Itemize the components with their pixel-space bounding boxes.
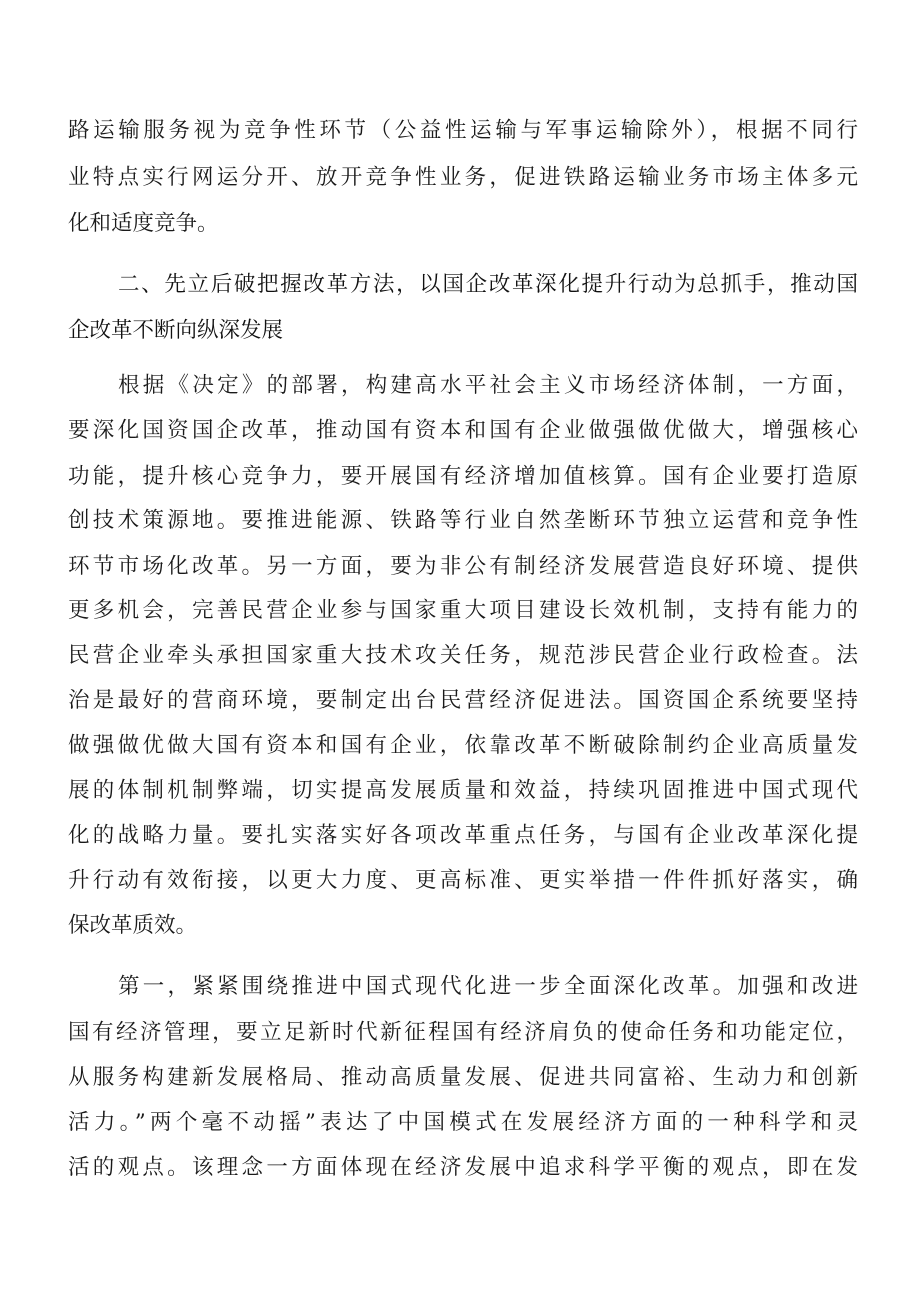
text-line: 治是最好的营商环境，要制定出台民营经济促进法。国资国企系统要坚持 — [68, 688, 858, 713]
text-line: 创技术策源地。要推进能源、铁路等行业自然垄断环节独立运营和竞争性 — [68, 508, 858, 533]
text-line: 从服务构建新发展格局、推动高质量发展、促进共同富裕、生动力和创新 — [68, 1065, 858, 1090]
section-heading: 企改革不断向纵深发展 — [68, 318, 284, 343]
text-line: 化和适度竞争。 — [68, 211, 219, 236]
text-line: 第一，紧紧围绕推进中国式现代化进一步全面深化改革。加强和改进 — [118, 974, 858, 999]
section-heading: 二、先立后破把握改革方法，以国企改革深化提升行动为总抓手，推动国 — [118, 272, 858, 297]
text-line: 功能，提升核心竞争力，要开展国有经济增加值核算。国有企业要打造原 — [68, 464, 858, 489]
text-line: 更多机会，完善民营企业参与国家重大项目建设长效机制，支持有能力的 — [68, 598, 858, 623]
text-line: 展的体制机制弊端，切实提高发展质量和效益，持续巩固推进中国式现代 — [68, 778, 858, 803]
text-line: 做强做优做大国有资本和国有企业，依靠改革不断破除制约企业高质量发 — [68, 733, 858, 758]
text-line: 业特点实行网运分开、放开竞争性业务，促进铁路运输业务市场主体多元 — [68, 165, 858, 190]
text-line: 活的观点。该理念一方面体现在经济发展中追求科学平衡的观点，即在发 — [68, 1155, 858, 1180]
text-line: 根据《决定》的部署，构建高水平社会主义市场经济体制，一方面， — [118, 373, 858, 398]
text-line: 升行动有效衔接，以更大力度、更高标准、更实举措一件件抓好落实，确 — [68, 868, 858, 893]
text-line: 路运输服务视为竞争性环节（公益性运输与军事运输除外），根据不同行 — [68, 118, 858, 143]
text-line: 活力。”两个毫不动摇”表达了中国模式在发展经济方面的一种科学和灵 — [68, 1110, 858, 1135]
text-line: 化的战略力量。要扎实落实好各项改革重点任务，与国有企业改革深化提 — [68, 823, 858, 848]
text-line: 民营企业牵头承担国家重大技术攻关任务，规范涉民营企业行政检查。法 — [68, 643, 858, 668]
text-line: 保改革质效。 — [68, 913, 198, 938]
text-line: 国有经济管理，要立足新时代新征程国有经济肩负的使命任务和功能定位， — [68, 1020, 858, 1045]
text-line: 环节市场化改革。另一方面，要为非公有制经济发展营造良好环境、提供 — [68, 554, 858, 579]
text-line: 要深化国资国企改革，推动国有资本和国有企业做强做优做大，增强核心 — [68, 418, 858, 443]
